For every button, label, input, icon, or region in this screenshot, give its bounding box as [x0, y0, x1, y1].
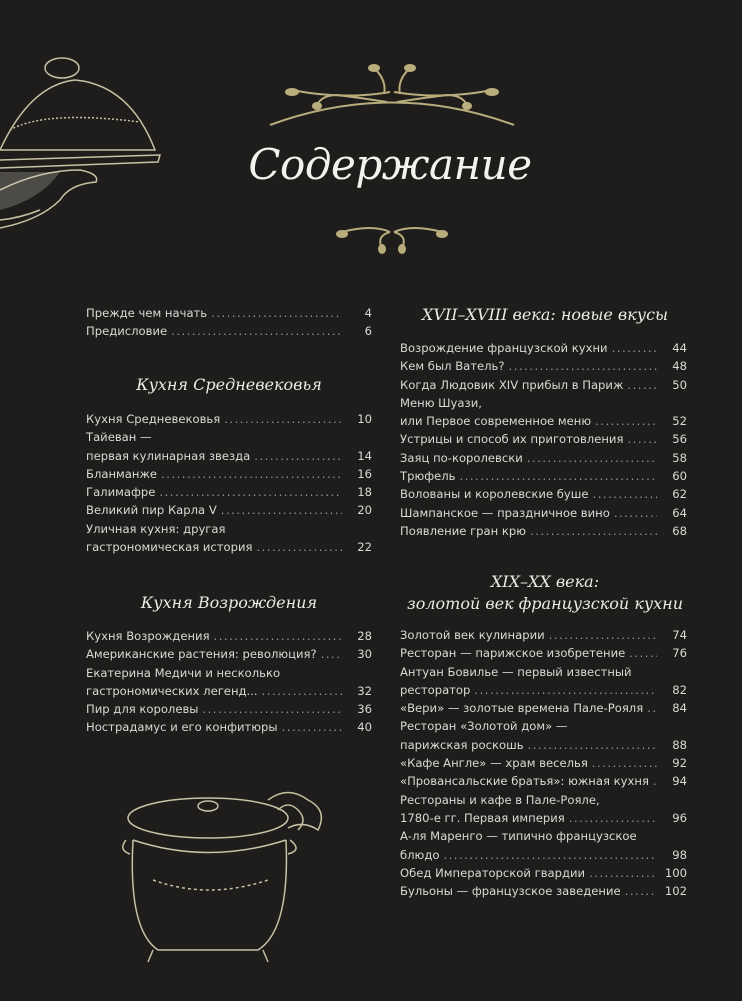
dot-leader [509, 357, 657, 375]
toc-entry-title: Ресторан «Золотой дом» — [400, 719, 568, 734]
toc-entry-line [400, 339, 687, 357]
toc-entry[interactable] [400, 644, 687, 662]
dot-leader [614, 504, 657, 522]
toc-entry-title: Тайеван — [86, 430, 152, 445]
toc-entry-title: Великий пир Карла V [86, 503, 217, 518]
toc-entry-title: Появление гран крю [400, 523, 527, 538]
toc-entry-line [86, 304, 372, 322]
page-number: 56 [672, 432, 687, 447]
toc-entry-title: Прежде чем начать [86, 306, 208, 320]
toc-entry-title: 1780-е гг. Первая империя [400, 810, 565, 825]
toc-entry-line [400, 809, 687, 827]
dot-leader [625, 882, 657, 900]
toc-entry-title: Волованы и королевские буше [400, 487, 589, 502]
toc-entry-line [400, 864, 687, 882]
toc-entry-title: Галимафре [86, 485, 156, 500]
dot-leader [595, 412, 657, 430]
page-number: 64 [672, 505, 687, 520]
dot-leader [211, 304, 342, 322]
page-number: 62 [672, 487, 687, 502]
section-heading-line: золотой век французской кухни [406, 594, 684, 613]
page-number: 58 [672, 450, 687, 465]
toc-entry-title: А-ля Маренго — типично французское [400, 829, 637, 844]
toc-entry-title: Трюфель [400, 469, 456, 484]
toc-left-intro [86, 304, 372, 341]
toc-entry-line [400, 522, 687, 540]
section-heading: XVII–XVIII века: новые вкусы [421, 305, 669, 324]
page-number: 60 [672, 469, 687, 484]
toc-entry-line [400, 717, 687, 735]
page-number: 22 [357, 540, 372, 555]
toc-entry[interactable] [86, 410, 372, 428]
section-heading-line: XIX–XX века: [490, 572, 600, 591]
toc-entry-line [400, 663, 687, 681]
toc-entry[interactable] [400, 626, 687, 644]
page-number: 96 [672, 810, 687, 825]
toc-entry-title: «Кафе Англе» — храм веселья [400, 756, 588, 771]
toc-entry-title: Устрицы и способ их приготовления [400, 432, 624, 447]
toc-entry-title: Пир для королевы [86, 702, 199, 717]
toc-right-17-18 [400, 339, 687, 540]
dot-leader [528, 736, 657, 754]
toc-entry-line [400, 772, 687, 790]
toc-entry-line [86, 520, 372, 538]
toc-entry[interactable] [86, 428, 372, 465]
toc-entry[interactable] [400, 376, 687, 394]
toc-entry-line [400, 357, 687, 375]
dot-leader [254, 447, 342, 465]
toc-entry-title: Предисловие [86, 324, 168, 339]
page-number: 50 [672, 377, 687, 392]
page-number: 100 [664, 865, 687, 880]
toc-entry-line [400, 644, 687, 662]
toc-left-renaissance [86, 627, 372, 737]
page-number: 88 [672, 737, 687, 752]
toc-entry-title: ресторатор [400, 682, 471, 697]
toc-entry-title: Шампанское — праздничное вино [400, 505, 610, 520]
toc-entry-line [400, 754, 687, 772]
toc-entry-line [400, 681, 687, 699]
toc-entry-line [400, 882, 687, 900]
toc-entry-title: или Первое современное меню [400, 414, 592, 429]
bottom-ornament [332, 218, 452, 258]
toc-entry-line [86, 718, 372, 736]
toc-entry-title: гастрономических легенд... [86, 683, 258, 698]
page-number: 52 [672, 414, 687, 429]
toc-entry[interactable] [400, 882, 687, 900]
toc-entry-line [400, 412, 687, 430]
toc-entry-title: Рестораны и кафе в Пале-Рояле, [400, 792, 600, 807]
section-heading: Кухня Возрождения [140, 593, 318, 612]
toc-entry-title: «Вери» — золотые времена Пале-Рояля [400, 701, 644, 716]
toc-entry-line [400, 827, 687, 845]
page-number: 102 [664, 884, 687, 899]
toc-left-medieval [86, 410, 372, 556]
toc-entry[interactable] [86, 520, 372, 557]
section-heading [400, 571, 690, 615]
page-number: 32 [357, 683, 372, 698]
dot-leader [224, 410, 342, 428]
toc-entry[interactable] [400, 699, 687, 717]
dot-leader [527, 449, 657, 467]
dot-leader [549, 626, 657, 644]
toc-entry[interactable] [400, 772, 687, 790]
dot-leader [653, 772, 657, 790]
toc-entry-line [86, 410, 372, 428]
dot-leader [612, 339, 657, 357]
toc-entry-title: Заяц по-королевски [400, 450, 523, 465]
toc-entry-title: Кухня Возрождения [86, 629, 210, 643]
page-number: 76 [672, 646, 687, 661]
toc-entry-line [86, 447, 372, 465]
toc-entry-line [400, 736, 687, 754]
toc-entry[interactable] [86, 700, 372, 718]
dot-leader [214, 627, 342, 645]
dot-leader [460, 467, 658, 485]
toc-entry[interactable] [86, 304, 372, 322]
toc-entry-title: Уличная кухня: другая [86, 521, 226, 536]
dot-leader [161, 465, 342, 483]
toc-entry-title: Кем был Ватель? [400, 359, 505, 374]
toc-entry[interactable] [400, 522, 687, 540]
toc-entry-title: Нострадамус и его конфитюры [86, 720, 278, 735]
pot-illustration [118, 780, 348, 970]
toc-entry-title: парижская роскошь [400, 737, 524, 752]
toc-entry[interactable] [400, 754, 687, 772]
toc-entry-title: Бланманже [86, 466, 158, 481]
toc-entry-line [400, 430, 687, 448]
toc-entry[interactable] [400, 357, 687, 375]
toc-entry-line [400, 699, 687, 717]
page-number: 82 [672, 682, 687, 697]
dot-leader [592, 754, 657, 772]
toc-entry[interactable] [400, 504, 687, 522]
toc-entry-line [86, 322, 372, 340]
toc-entry-title: первая кулинарная звезда [86, 448, 251, 463]
toc-entry-line [86, 664, 372, 682]
toc-entry-line [86, 465, 372, 483]
dot-leader [202, 700, 342, 718]
dot-leader [282, 718, 342, 736]
page-number: 30 [357, 647, 372, 662]
toc-entry-line [400, 394, 687, 412]
toc-entry-title: Екатерина Медичи и несколько [86, 665, 281, 680]
dot-leader [159, 483, 342, 501]
toc-entry[interactable] [400, 467, 687, 485]
page-number: 18 [357, 485, 372, 500]
page-number: 92 [672, 756, 687, 771]
toc-entry[interactable] [86, 501, 372, 519]
toc-entry[interactable] [86, 664, 372, 701]
toc-entry-line [86, 538, 372, 556]
top-ornament [262, 50, 522, 130]
toc-entry[interactable] [400, 791, 687, 828]
toc-entry-line [400, 626, 687, 644]
toc-entry[interactable] [86, 718, 372, 736]
dot-leader [627, 430, 657, 448]
page-title: Содержание [248, 140, 532, 189]
toc-entry-line [86, 645, 372, 663]
page-number: 74 [672, 628, 687, 642]
dot-leader [647, 699, 657, 717]
toc-right-19-20 [400, 626, 687, 900]
toc-entry[interactable] [400, 339, 687, 357]
dot-leader [474, 681, 657, 699]
dot-leader [530, 522, 657, 540]
toc-entry-line [400, 791, 687, 809]
toc-entry-line [86, 501, 372, 519]
toc-entry-line [400, 504, 687, 522]
page-number: 16 [357, 466, 372, 481]
toc-entry[interactable] [400, 827, 687, 864]
dot-leader [569, 809, 657, 827]
toc-entry-title: Когда Людовик XIV прибыл в Париж [400, 377, 624, 392]
section-heading: Кухня Средневековья [136, 375, 322, 394]
toc-entry-line [86, 627, 372, 645]
page-number: 40 [357, 720, 372, 735]
toc-entry[interactable] [86, 645, 372, 663]
toc-entry[interactable] [400, 394, 687, 431]
toc-entry-line [400, 449, 687, 467]
toc-entry[interactable] [400, 449, 687, 467]
page-number: 28 [357, 629, 372, 643]
toc-entry-line [86, 483, 372, 501]
dot-leader [593, 485, 657, 503]
dot-leader [627, 376, 657, 394]
toc-entry-title: Американские растения: революция? [86, 647, 317, 662]
dot-leader [589, 864, 657, 882]
toc-entry[interactable] [86, 465, 372, 483]
page-number: 84 [672, 701, 687, 716]
toc-entry-title: Обед Императорской гвардии [400, 865, 586, 880]
toc-entry-title: «Провансальские братья»: южная кухня [400, 774, 649, 789]
toc-entry[interactable] [400, 430, 687, 448]
page-number: 20 [357, 503, 372, 518]
toc-entry[interactable] [86, 627, 372, 645]
page-number: 98 [672, 847, 687, 862]
page-number: 14 [357, 448, 372, 463]
toc-entry[interactable] [400, 485, 687, 503]
toc-entry-title: Ресторан — парижское изобретение [400, 646, 626, 661]
dot-leader [262, 682, 342, 700]
toc-entry-title: блюдо [400, 847, 440, 862]
page-number: 68 [672, 523, 687, 538]
page-number: 94 [672, 774, 687, 789]
toc-entry-title: Бульоны — французское заведение [400, 884, 621, 899]
toc-entry-line [86, 428, 372, 446]
dot-leader [443, 846, 657, 864]
toc-entry-line [400, 376, 687, 394]
toc-entry[interactable] [400, 864, 687, 882]
toc-entry-line [400, 485, 687, 503]
toc-entry-line [400, 467, 687, 485]
toc-entry-line [86, 682, 372, 700]
page-number: 48 [672, 359, 687, 374]
dot-leader [256, 538, 342, 556]
toc-entry-title: Золотой век кулинарии [400, 628, 545, 642]
toc-entry[interactable] [86, 322, 372, 340]
dot-leader [629, 644, 657, 662]
toc-entry[interactable] [400, 663, 687, 700]
toc-entry-line [86, 700, 372, 718]
page-number: 44 [672, 341, 687, 355]
page-number: 10 [357, 412, 372, 426]
page-number: 6 [364, 324, 372, 339]
toc-entry-title: Меню Шуази, [400, 395, 482, 410]
toc-entry-line [400, 846, 687, 864]
toc-entry-title: Возрождение французской кухни [400, 341, 608, 355]
dot-leader [221, 501, 342, 519]
toc-entry-title: Антуан Бовилье — первый известный [400, 664, 632, 679]
dot-leader [321, 645, 342, 663]
page-number: 4 [364, 306, 372, 320]
toc-entry-title: Кухня Средневековья [86, 412, 221, 426]
toc-entry[interactable] [86, 483, 372, 501]
dot-leader [171, 322, 342, 340]
toc-entry-title: гастрономическая история [86, 540, 253, 555]
toc-entry[interactable] [400, 717, 687, 754]
page-number: 36 [357, 702, 372, 717]
